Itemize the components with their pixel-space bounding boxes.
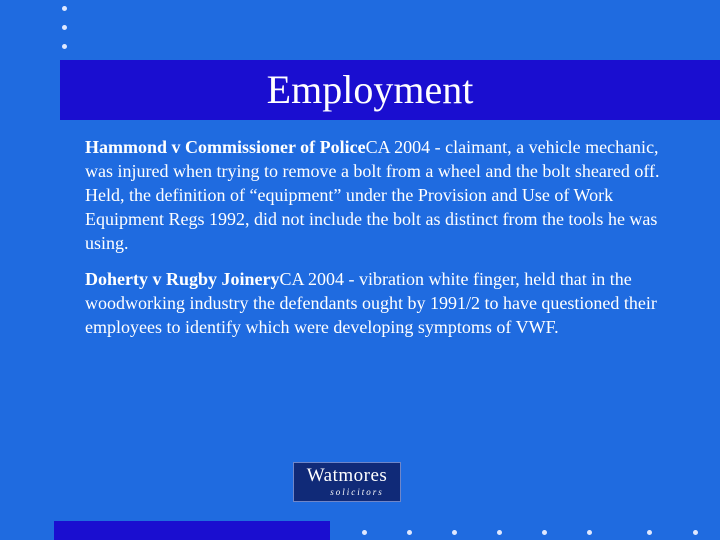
dot-icon	[497, 530, 502, 535]
dot-icon	[587, 530, 592, 535]
dot-icon	[62, 44, 67, 49]
dot-icon	[62, 25, 67, 30]
case-text: CA 2004 - claimant, a vehicle mechanic, was injured when trying to remove a bolt from a wheel and the bolt sheared off. Held, the definition of “equipment” under the Provision and Use of Work Equipment Regs 1992, did not include the bolt as distinct from the tools he was using.	[85, 137, 660, 253]
case-name: Doherty v Rugby Joinery	[85, 269, 280, 289]
dot-icon	[407, 530, 412, 535]
dot-icon	[542, 530, 547, 535]
logo-tagline: solicitors	[330, 487, 384, 497]
case-paragraph	[85, 267, 685, 339]
dot-icon	[452, 530, 457, 535]
slide-title: Employment	[266, 67, 474, 112]
bottom-bar	[54, 521, 330, 540]
dot-icon	[62, 6, 67, 11]
case-name: Hammond v Commissioner of Police	[85, 137, 366, 157]
watmores-logo	[293, 462, 401, 502]
dot-icon	[647, 530, 652, 535]
dot-icon	[362, 530, 367, 535]
case-text: CA 2004 - vibration white finger, held that in the woodworking industry the defendants ought by 1991/2 to have questioned their employees to identify which were developing symptoms of VWF.	[85, 269, 657, 337]
case-paragraph	[85, 135, 685, 255]
dot-icon	[693, 530, 698, 535]
logo-name: Watmores	[306, 465, 388, 486]
slide-content	[85, 135, 685, 351]
